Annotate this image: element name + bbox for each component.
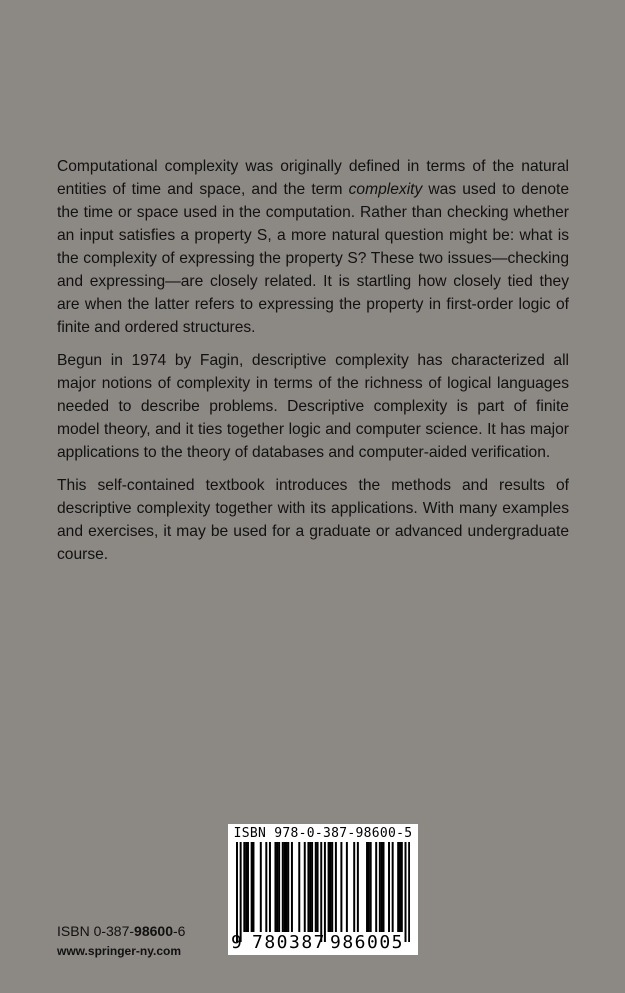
barcode-bar xyxy=(331,842,333,932)
barcode-bar xyxy=(265,842,267,932)
barcode-bar xyxy=(252,842,254,932)
barcode-bar xyxy=(368,842,370,932)
barcode-bar xyxy=(405,842,407,942)
barcode-bar xyxy=(329,842,331,932)
barcode-bars xyxy=(236,842,410,942)
barcode-bar xyxy=(340,842,342,932)
barcode-bar xyxy=(260,842,262,932)
barcode-bar xyxy=(284,842,286,932)
isbn-10-prefix: ISBN 0-387- xyxy=(57,923,135,939)
barcode-bar xyxy=(287,842,289,932)
barcode-digit-group-2: 986005 xyxy=(330,932,405,953)
barcode-bar xyxy=(328,842,330,932)
back-cover-blurb xyxy=(57,155,569,576)
barcode-bar xyxy=(324,842,326,942)
publisher-website: www.springer-ny.com xyxy=(57,944,182,958)
barcode-bar xyxy=(370,842,372,932)
barcode-bar xyxy=(320,842,322,942)
barcode-bar xyxy=(274,842,276,932)
barcode-bar xyxy=(285,842,287,932)
blurb-paragraph-3: This self-contained textbook introduces the methods and results of descriptive complexity together with its applications. With many examples and exercises, it may be used for a graduate or advanced undergraduate course. xyxy=(57,477,569,563)
barcode-bar xyxy=(346,842,348,932)
isbn-10-bold: 98600 xyxy=(134,923,173,939)
barcode-bar xyxy=(408,842,410,942)
barcode-bar xyxy=(357,842,359,932)
barcode-bar xyxy=(307,842,309,932)
blurb-p1-emphasis: complexity xyxy=(348,181,423,198)
blurb-paragraph-2: Begun in 1974 by Fagin, descriptive complexity has characterized all major notions of complexity in terms of the richness of logical languages needed to describe problems. Descriptive complexity is part of finite model theory, and it ties together logic and computer science. It has major applications to the theory of databases and computer-aided verification. xyxy=(57,352,569,461)
barcode-bar xyxy=(251,842,253,932)
barcode-bar xyxy=(401,842,403,932)
barcode-bar xyxy=(291,842,293,932)
barcode-bar xyxy=(317,842,319,932)
barcode-bar xyxy=(276,842,278,932)
blurb-p1-part-b: was used to denote the time or space used in the computation. Rather than checking whether an input satisfies a property S, a more natural question might be: what is the complexity of expressing the property S? These two issues—checking and expressing—are closely related. It is startling how closely tied they are when the latter refers to expressing the property in first-order logic of finite and ordered structures. xyxy=(57,181,569,336)
blurb-paragraph-1 xyxy=(57,155,569,339)
barcode-digit-lead: 9 xyxy=(231,932,242,953)
barcode-bar xyxy=(243,842,245,932)
barcode-bar xyxy=(269,842,271,932)
isbn-10-suffix: -6 xyxy=(172,923,186,939)
barcode-bar xyxy=(309,842,311,932)
barcode-bar xyxy=(282,842,284,932)
barcode-isbn-label: ISBN 978-0-387-98600-5 xyxy=(233,826,413,841)
barcode-bar xyxy=(298,842,300,932)
barcode-bar xyxy=(399,842,401,932)
barcode-bar xyxy=(315,842,317,932)
barcode-bar xyxy=(375,842,377,932)
barcode-bar xyxy=(247,842,249,932)
barcode-bar xyxy=(397,842,399,932)
barcode-bar xyxy=(379,842,381,932)
barcode-bar xyxy=(366,842,368,932)
barcode-bar xyxy=(245,842,247,932)
barcode-bar xyxy=(278,842,280,932)
blurb-p1-part-a: Computational complexity was originally defined in terms of the natural entities of time and space, and the term xyxy=(57,158,569,198)
barcode-bar xyxy=(335,842,337,932)
barcode-bar xyxy=(236,842,238,942)
barcode-bar xyxy=(381,842,383,932)
barcode-bar xyxy=(392,842,394,932)
barcode-digit-group-1: 780387 xyxy=(252,932,327,953)
barcode-bar xyxy=(388,842,390,932)
barcode-bar xyxy=(304,842,306,932)
barcode-bar xyxy=(353,842,355,932)
barcode-bar xyxy=(240,842,242,942)
barcode-bar xyxy=(311,842,313,932)
barcode-bar xyxy=(383,842,385,932)
barcode-block xyxy=(228,824,418,955)
isbn-10 xyxy=(57,923,185,939)
